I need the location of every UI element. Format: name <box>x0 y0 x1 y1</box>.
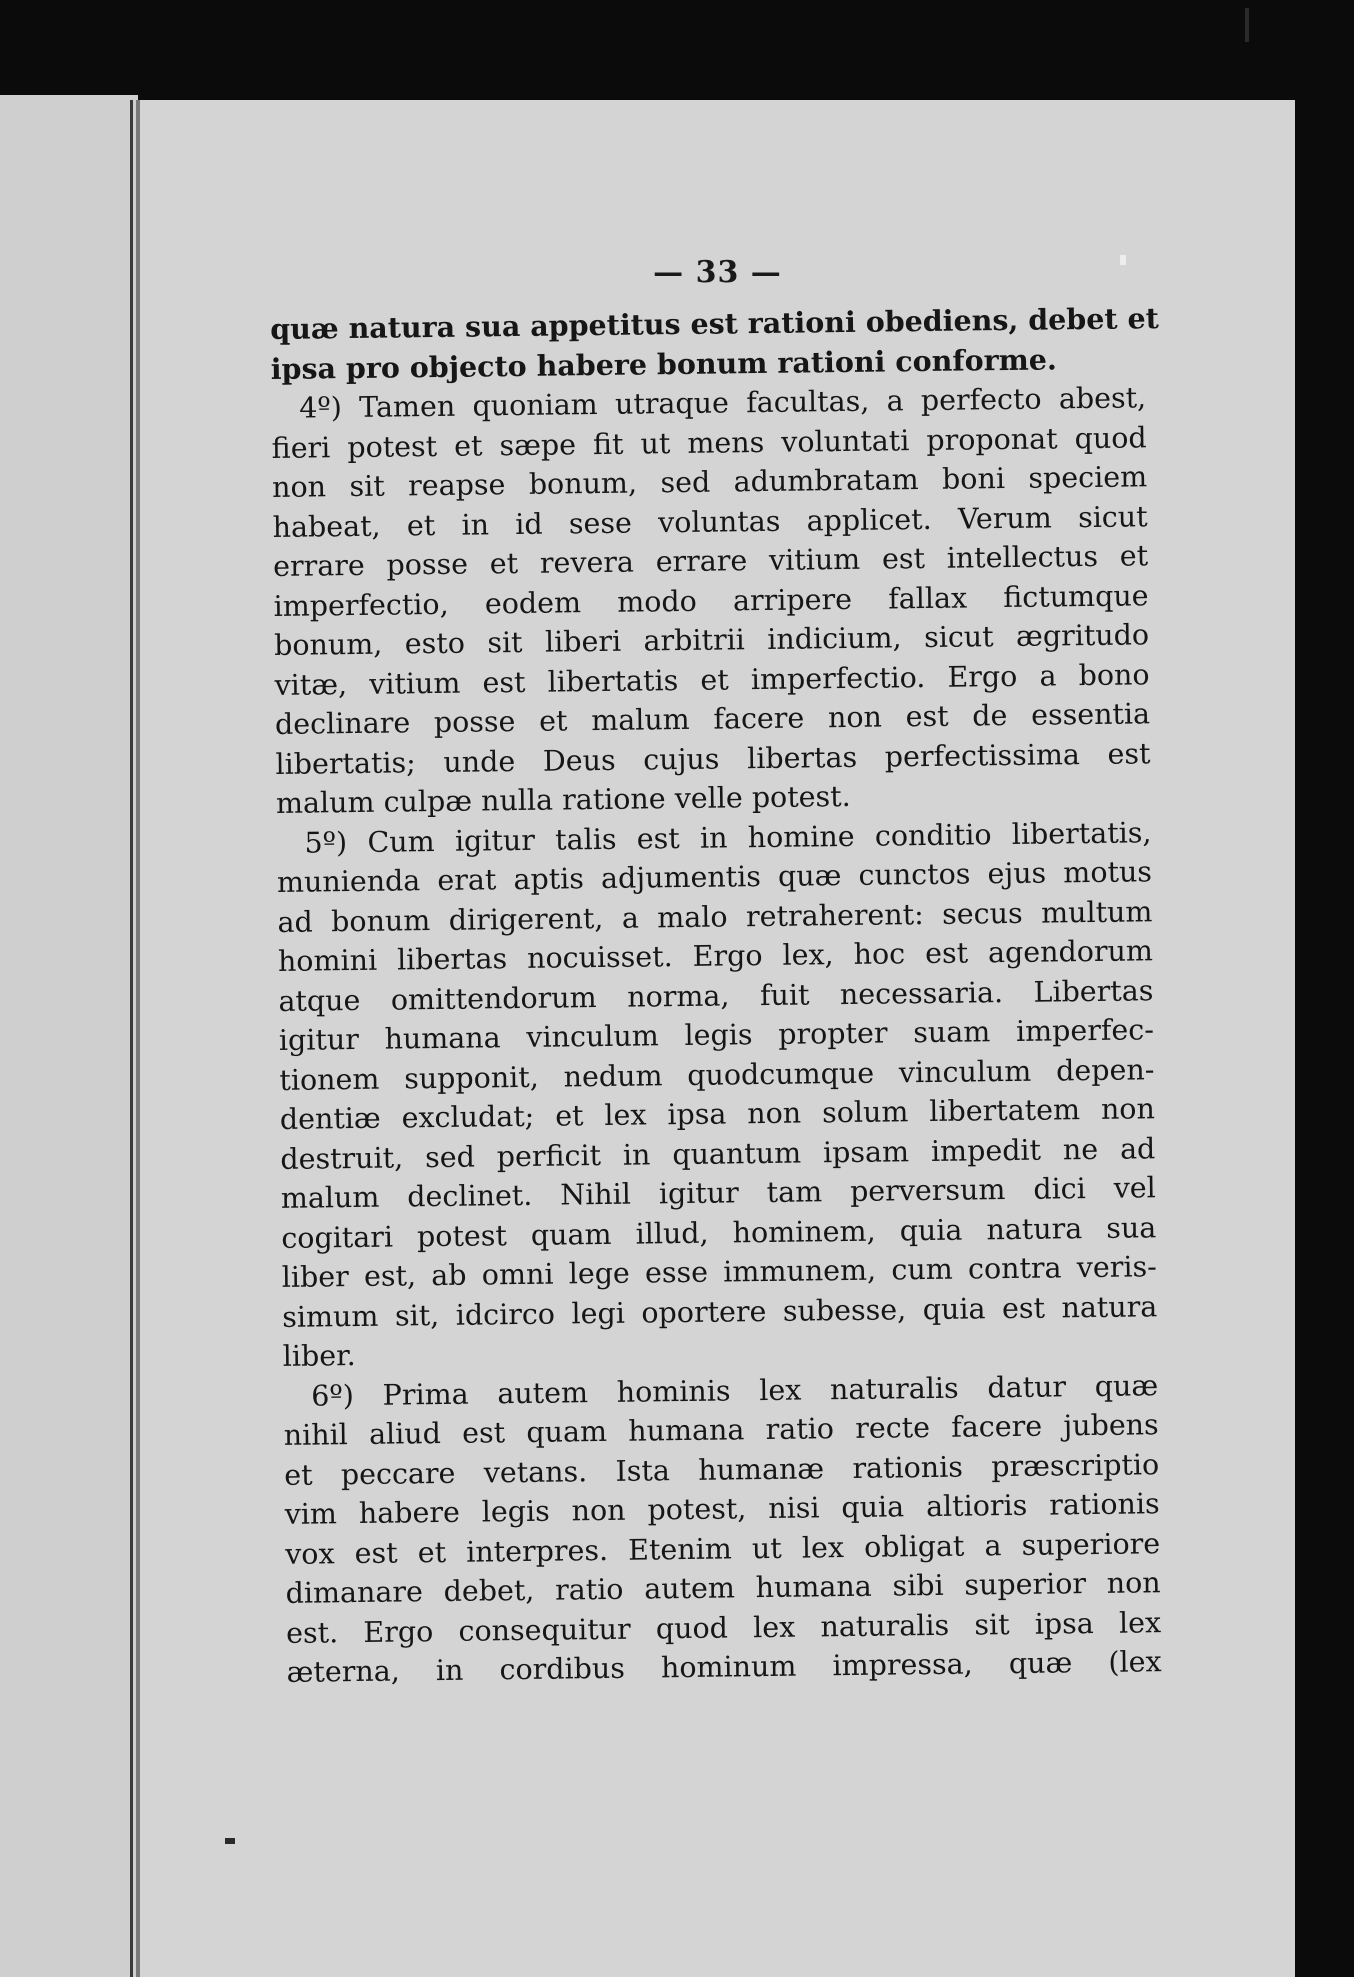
text-line: declinare posse et malum facere non est de essentia <box>274 697 1151 741</box>
text-line: est. Ergo consequitur quod lex naturalis sit ipsa lex <box>285 1605 1162 1650</box>
scan-speck <box>1120 255 1126 265</box>
text-line: igitur humana vinculum legis propter suam imperfec- <box>278 1013 1155 1057</box>
page-binding-shadow <box>130 100 133 1977</box>
text-line: dentiæ excludat; et lex ipsa non solum libertatem non <box>279 1092 1156 1136</box>
text-line: cogitari potest quam illud, hominem, quia natura sua <box>281 1210 1157 1255</box>
text-line: homini libertas nocuisset. Ergo lex, hoc est agendorum <box>277 934 1154 978</box>
text-line: malum declinet. Nihil igitur tam perversum dici vel <box>280 1171 1156 1215</box>
text-line: malum culpæ nulla ratione velle potest. <box>275 779 851 820</box>
text-line: tionem supponit, nedum quodcumque vinculum depen- <box>279 1052 1155 1097</box>
text-line: ad bonum dirigerent, a malo retraherent: secus multum <box>277 894 1153 939</box>
text-line: et peccare vetans. Ista humanæ rationis præscriptio <box>284 1447 1160 1492</box>
text-line: simum sit, idcirco legi oportere subesse, quia est natura <box>282 1289 1158 1334</box>
text-line: ipsa pro objecto habere bonum rationi conforme. <box>270 341 1058 386</box>
text-line: nihil aliud est quam humana ratio recte facere jubens <box>283 1408 1159 1452</box>
adjacent-page-edge <box>0 95 138 1977</box>
text-line: bonum, esto sit liberi arbitrii indicium, sicut ægritudo <box>273 618 1150 662</box>
text-line: 6º) Prima autem hominis lex naturalis datur quæ <box>311 1368 1159 1413</box>
text-line: dimanare debet, ratio autem humana sibi superior non <box>285 1566 1161 1610</box>
scan-speck <box>225 1838 235 1844</box>
text-line: 4º) Tamen quoniam utraque facultas, a perfecto abest, <box>298 381 1147 425</box>
text-line: atque omittendorum norma, fuit necessaria. Libertas <box>278 973 1154 1018</box>
scan-speck <box>1245 8 1249 42</box>
scanned-page <box>140 100 1295 1977</box>
page-text-body <box>270 299 1162 1692</box>
text-line: æterna, in cordibus hominum impressa, quæ (lex <box>286 1645 1162 1689</box>
page-number: — 33 — <box>653 255 782 290</box>
text-line: vitæ, vitium est libertatis et imperfectio. Ergo a bono <box>274 657 1150 702</box>
text-line: vox est et interpres. Etenim ut lex obligat a superiore <box>284 1526 1161 1571</box>
text-line: fieri potest et sæpe fit ut mens voluntati proponat quod <box>271 420 1147 465</box>
text-line: errare posse et revera errare vitium est intellectus et <box>272 539 1149 583</box>
text-line: liber. <box>282 1339 356 1373</box>
text-line: quæ natura sua appetitus est rationi obediens, debet et <box>270 301 1159 346</box>
text-line: habeat, et in id sese voluntas applicet. Verum sicut <box>272 499 1148 544</box>
text-line: liber est, ab omni lege esse immunem, cum contra veris- <box>281 1250 1157 1294</box>
text-line: non sit reapse bonum, sed adumbratam boni speciem <box>271 460 1148 504</box>
text-line: libertatis; unde Deus cujus libertas perfectissima est <box>275 736 1151 781</box>
text-line: imperfectio, eodem modo arripere fallax fictumque <box>273 578 1149 623</box>
text-line: vim habere legis non potest, nisi quia altioris rationis <box>284 1487 1160 1531</box>
text-line: munienda erat aptis adjumentis quæ cunctos ejus motus <box>276 855 1153 899</box>
text-line: destruit, sed perficit in quantum ipsam impedit ne ad <box>280 1131 1156 1176</box>
text-line: 5º) Cum igitur talis est in homine conditio libertatis, <box>304 815 1152 860</box>
